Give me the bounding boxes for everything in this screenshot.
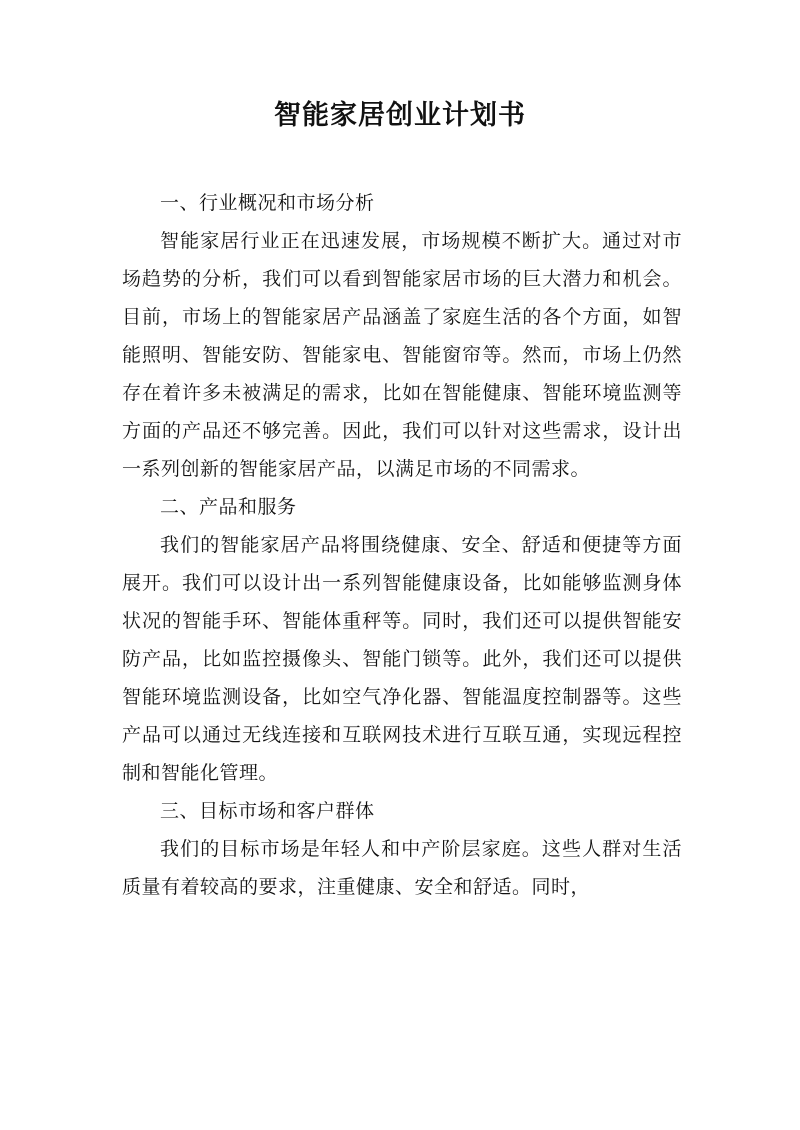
paragraph-products: 我们的智能家居产品将围绕健康、安全、舒适和便捷等方面展开。我们可以设计出一系列智能健康设备，比如能够监测身体状况的智能手环、智能体重秤等。同时，我们还可以提供智能安防产品，比如监控摄像头、智能门锁等。此外，我们还可以提供智能环境监测设备，比如空气净化器、智能温度控制器等。这些产品可以通过无线连接和互联网技术进行互联互通，实现远程控制和智能化管理。 [122,534,682,784]
document-title: 智能家居创业计划书 [274,100,526,131]
paragraph-target-market: 我们的目标市场是年轻人和中产阶层家庭。这些人群对生活质量有着较高的要求，注重健康、安全和舒适。同时， [122,838,682,898]
document-body [122,184,682,906]
paragraph-industry: 智能家居行业正在迅速发展，市场规模不断扩大。通过对市场趋势的分析，我们可以看到智能家居市场的巨大潜力和机会。目前，市场上的智能家居产品涵盖了家庭生活的各个方面，如智能照明、智能安防、智能家电、智能窗帘等。然而，市场上仍然存在着许多未被满足的需求，比如在智能健康、智能环境监测等方面的产品还不够完善。因此，我们可以针对这些需求，设计出一系列创新的智能家居产品，以满足市场的不同需求。 [122,230,682,480]
section-heading-target-market: 三、目标市场和客户群体 [160,800,375,822]
section-heading-products: 二、产品和服务 [160,496,297,518]
section-heading-industry: 一、行业概况和市场分析 [160,192,375,214]
